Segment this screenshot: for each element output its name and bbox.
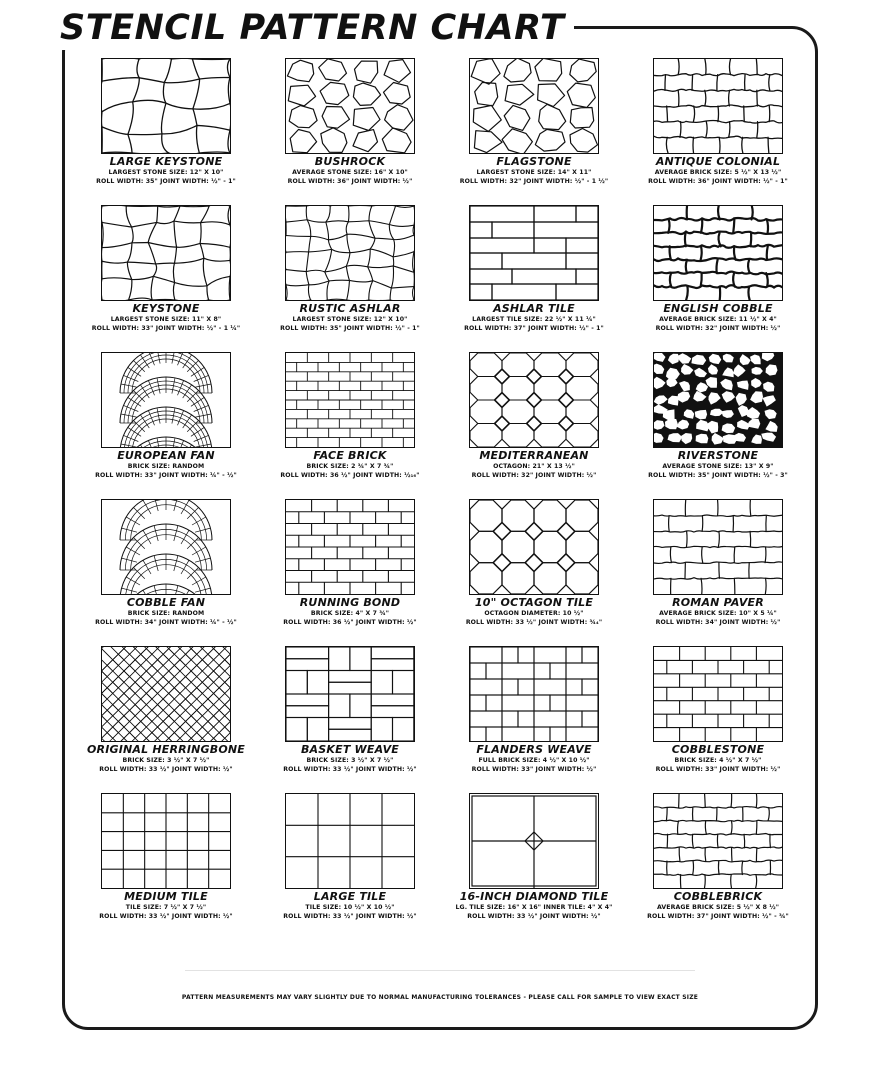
- pattern-swatch-riverstone-icon: [653, 352, 783, 448]
- pattern-spec: AVERAGE BRICK SIZE: 10" X 5 ¼": [659, 610, 777, 617]
- pattern-cell[interactable]: [258, 497, 442, 644]
- pattern-spec: BRICK SIZE: 4" X 7 ¾": [310, 610, 390, 617]
- pattern-caption: [626, 449, 810, 480]
- pattern-swatch-medium-tile-icon: [101, 793, 231, 889]
- pattern-caption: [74, 743, 258, 774]
- pattern-cell[interactable]: [442, 350, 626, 497]
- pattern-cell[interactable]: [74, 791, 258, 938]
- pattern-swatch-mediterranean-icon: [469, 352, 599, 448]
- page-title: STENCIL PATTERN CHART: [56, 6, 574, 50]
- pattern-caption: [258, 302, 442, 333]
- pattern-name: ASHLAR TILE: [493, 302, 575, 315]
- pattern-name: MEDIUM TILE: [124, 890, 208, 903]
- pattern-cell[interactable]: [74, 497, 258, 644]
- pattern-spec: LARGEST STONE SIZE: 12" X 10": [108, 169, 224, 176]
- pattern-spec: LARGEST STONE SIZE: 12" X 10": [292, 316, 408, 323]
- pattern-caption: [626, 302, 810, 333]
- pattern-name: RUNNING BOND: [299, 596, 401, 609]
- pattern-caption: [74, 890, 258, 921]
- pattern-swatch-herringbone-icon: [101, 646, 231, 742]
- pattern-swatch-antique-colonial-icon: [653, 58, 783, 154]
- pattern-spec: TILE SIZE: 7 ½" X 7 ½": [125, 904, 207, 911]
- pattern-cell[interactable]: [626, 56, 810, 203]
- pattern-cell[interactable]: [74, 350, 258, 497]
- pattern-roll-width: ROLL WIDTH: 33 ½" JOINT WIDTH: ½": [283, 766, 417, 773]
- pattern-cell[interactable]: [258, 56, 442, 203]
- pattern-name: 16-INCH DIAMOND TILE: [459, 890, 609, 903]
- pattern-cell[interactable]: [626, 644, 810, 791]
- pattern-cell[interactable]: [442, 203, 626, 350]
- footer-divider: [185, 970, 695, 971]
- pattern-name: EUROPEAN FAN: [117, 449, 215, 462]
- pattern-swatch-basket-weave-icon: [285, 646, 415, 742]
- pattern-grid: [74, 56, 810, 938]
- pattern-roll-width: ROLL WIDTH: 33" JOINT WIDTH: ½": [471, 766, 597, 773]
- pattern-swatch-bushrock-icon: [285, 58, 415, 154]
- pattern-swatch-large-tile-icon: [285, 793, 415, 889]
- footer-note: PATTERN MEASUREMENTS MAY VARY SLIGHTLY DUE TO NORMAL MANUFACTURING TOLERANCES - PLEASE CALL FOR SAMPLE TO VIEW EXACT SIZE: [181, 994, 699, 1001]
- pattern-caption: [626, 743, 810, 774]
- pattern-roll-width: ROLL WIDTH: 33 ½" JOINT WIDTH: ½": [283, 913, 417, 920]
- pattern-caption: [258, 155, 442, 186]
- pattern-roll-width: ROLL WIDTH: 33" JOINT WIDTH: ½" - 1 ¼": [91, 325, 241, 332]
- pattern-swatch-english-cobble-icon: [653, 205, 783, 301]
- pattern-name: FACE BRICK: [313, 449, 387, 462]
- pattern-spec: LG. TILE SIZE: 16" X 16" INNER TILE: 4" X 4": [455, 904, 613, 911]
- pattern-cell[interactable]: [74, 203, 258, 350]
- pattern-spec: AVERAGE STONE SIZE: 13" X 9": [662, 463, 774, 470]
- pattern-cell[interactable]: [258, 350, 442, 497]
- pattern-spec: OCTAGON: 21" X 13 ½": [493, 463, 575, 470]
- pattern-roll-width: ROLL WIDTH: 33" JOINT WIDTH: ½": [655, 766, 781, 773]
- pattern-caption: [626, 596, 810, 627]
- pattern-name: MEDITERRANEAN: [479, 449, 589, 462]
- pattern-name: LARGE TILE: [313, 890, 387, 903]
- pattern-spec: BRICK SIZE: 4 ½" X 7 ½": [674, 757, 762, 764]
- pattern-spec: BRICK SIZE: RANDOM: [127, 463, 205, 470]
- pattern-name: RUSTIC ASHLAR: [299, 302, 401, 315]
- pattern-name: ENGLISH COBBLE: [663, 302, 773, 315]
- pattern-roll-width: ROLL WIDTH: 34" JOINT WIDTH: ½": [655, 619, 781, 626]
- pattern-name: COBBLEBRICK: [673, 890, 763, 903]
- pattern-swatch-irregular-stone-large-icon: [101, 58, 231, 154]
- pattern-roll-width: ROLL WIDTH: 33 ½" JOINT WIDTH: ½": [99, 766, 233, 773]
- pattern-spec: FULL BRICK SIZE: 4 ½" X 10 ½": [478, 757, 590, 764]
- pattern-name: LARGE KEYSTONE: [109, 155, 223, 168]
- pattern-spec: BRICK SIZE: RANDOM: [127, 610, 205, 617]
- pattern-swatch-cobble-fan-icon: [101, 499, 231, 595]
- pattern-caption: [626, 890, 810, 921]
- pattern-swatch-roman-paver-icon: [653, 499, 783, 595]
- pattern-spec: AVERAGE BRICK SIZE: 11 ½" X 4": [659, 316, 777, 323]
- pattern-caption: [442, 890, 626, 921]
- pattern-swatch-flagstone-icon: [469, 58, 599, 154]
- pattern-cell[interactable]: [258, 644, 442, 791]
- pattern-caption: [74, 155, 258, 186]
- pattern-roll-width: ROLL WIDTH: 35" JOINT WIDTH: ½" - 3": [648, 472, 788, 479]
- pattern-spec: BRICK SIZE: 3 ½" X 7 ½": [122, 757, 210, 764]
- pattern-name: ORIGINAL HERRINGBONE: [86, 743, 246, 756]
- pattern-cell[interactable]: [626, 350, 810, 497]
- pattern-swatch-cobblebrick-icon: [653, 793, 783, 889]
- pattern-name: BUSHROCK: [314, 155, 386, 168]
- pattern-roll-width: ROLL WIDTH: 33 ½" JOINT WIDTH: ¾₄": [465, 619, 603, 626]
- pattern-name: COBBLESTONE: [671, 743, 765, 756]
- pattern-caption: [442, 302, 626, 333]
- pattern-spec: OCTAGON DIAMETER: 10 ½": [484, 610, 584, 617]
- pattern-cell[interactable]: [626, 203, 810, 350]
- pattern-swatch-cobblestone-icon: [653, 646, 783, 742]
- pattern-swatch-octagon-tile-icon: [469, 499, 599, 595]
- pattern-caption: [258, 596, 442, 627]
- pattern-spec: AVERAGE STONE SIZE: 16" X 10": [292, 169, 408, 176]
- pattern-roll-width: ROLL WIDTH: 37" JOINT WIDTH: ½" - ¾": [647, 913, 789, 920]
- pattern-spec: BRICK SIZE: 3 ½" X 7 ½": [306, 757, 394, 764]
- pattern-name: BASKET WEAVE: [300, 743, 400, 756]
- pattern-caption: [626, 155, 810, 186]
- pattern-spec: LARGEST TILE SIZE: 22 ½" X 11 ¼": [472, 316, 596, 323]
- pattern-swatch-keystone-icon: [101, 205, 231, 301]
- pattern-caption: [258, 743, 442, 774]
- pattern-roll-width: ROLL WIDTH: 33" JOINT WIDTH: ¼" - ½": [95, 472, 237, 479]
- pattern-spec: AVERAGE BRICK SIZE: 5 ½" X 13 ½": [654, 169, 782, 176]
- pattern-spec: AVERAGE BRICK SIZE: 5 ½" X 8 ½": [656, 904, 780, 911]
- pattern-cell[interactable]: [258, 203, 442, 350]
- pattern-caption: [258, 890, 442, 921]
- pattern-swatch-european-fan-icon: [101, 352, 231, 448]
- pattern-roll-width: ROLL WIDTH: 36 ½" JOINT WIDTH: ½": [283, 619, 417, 626]
- pattern-roll-width: ROLL WIDTH: 35" JOINT WIDTH: ½" - 1": [96, 178, 236, 185]
- pattern-cell[interactable]: [442, 644, 626, 791]
- pattern-swatch-diamond-tile-icon: [469, 793, 599, 889]
- pattern-cell[interactable]: [626, 791, 810, 938]
- pattern-roll-width: ROLL WIDTH: 36" JOINT WIDTH: ½" - 1": [648, 178, 788, 185]
- pattern-caption: [442, 449, 626, 480]
- pattern-cell[interactable]: [74, 644, 258, 791]
- pattern-swatch-ashlar-tile-icon: [469, 205, 599, 301]
- pattern-swatch-flanders-weave-icon: [469, 646, 599, 742]
- pattern-roll-width: ROLL WIDTH: 33 ½" JOINT WIDTH: ½": [467, 913, 601, 920]
- pattern-roll-width: ROLL WIDTH: 32" JOINT WIDTH: ½": [471, 472, 597, 479]
- pattern-caption: [74, 302, 258, 333]
- pattern-roll-width: ROLL WIDTH: 36" JOINT WIDTH: ½": [287, 178, 413, 185]
- pattern-caption: [442, 596, 626, 627]
- pattern-roll-width: ROLL WIDTH: 32" JOINT WIDTH: ½" - 1 ½": [459, 178, 609, 185]
- pattern-cell[interactable]: [258, 791, 442, 938]
- pattern-cell[interactable]: [442, 497, 626, 644]
- pattern-cell[interactable]: [442, 791, 626, 938]
- pattern-spec: LARGEST STONE SIZE: 11" X 8": [110, 316, 222, 323]
- pattern-caption: [258, 449, 442, 480]
- pattern-name: 10" OCTAGON TILE: [474, 596, 594, 609]
- pattern-spec: BRICK SIZE: 2 ¾" X 7 ¾": [306, 463, 394, 470]
- pattern-spec: LARGEST STONE SIZE: 14" X 11": [476, 169, 592, 176]
- pattern-name: RIVERSTONE: [677, 449, 759, 462]
- pattern-roll-width: ROLL WIDTH: 33 ½" JOINT WIDTH: ½": [99, 913, 233, 920]
- pattern-name: KEYSTONE: [132, 302, 200, 315]
- pattern-caption: [442, 743, 626, 774]
- pattern-roll-width: ROLL WIDTH: 32" JOINT WIDTH: ½": [655, 325, 781, 332]
- pattern-roll-width: ROLL WIDTH: 34" JOINT WIDTH: ¼" - ½": [95, 619, 237, 626]
- pattern-name: FLANDERS WEAVE: [476, 743, 592, 756]
- pattern-cell[interactable]: [626, 497, 810, 644]
- pattern-caption: [74, 596, 258, 627]
- pattern-cell[interactable]: [442, 56, 626, 203]
- pattern-swatch-rustic-ashlar-icon: [285, 205, 415, 301]
- pattern-roll-width: ROLL WIDTH: 37" JOINT WIDTH: ½" - 1": [464, 325, 604, 332]
- pattern-name: ANTIQUE COLONIAL: [655, 155, 781, 168]
- pattern-roll-width: ROLL WIDTH: 35" JOINT WIDTH: ½" - 1": [280, 325, 420, 332]
- pattern-caption: [442, 155, 626, 186]
- pattern-name: FLAGSTONE: [496, 155, 572, 168]
- pattern-cell[interactable]: [74, 56, 258, 203]
- pattern-swatch-running-bond-fine-icon: [285, 352, 415, 448]
- pattern-swatch-running-bond-icon: [285, 499, 415, 595]
- pattern-name: ROMAN PAVER: [672, 596, 764, 609]
- pattern-name: COBBLE FAN: [126, 596, 206, 609]
- pattern-caption: [74, 449, 258, 480]
- pattern-spec: TILE SIZE: 10 ½" X 10 ½": [305, 904, 395, 911]
- pattern-roll-width: ROLL WIDTH: 36 ½" JOINT WIDTH: ½₁₆": [280, 472, 420, 479]
